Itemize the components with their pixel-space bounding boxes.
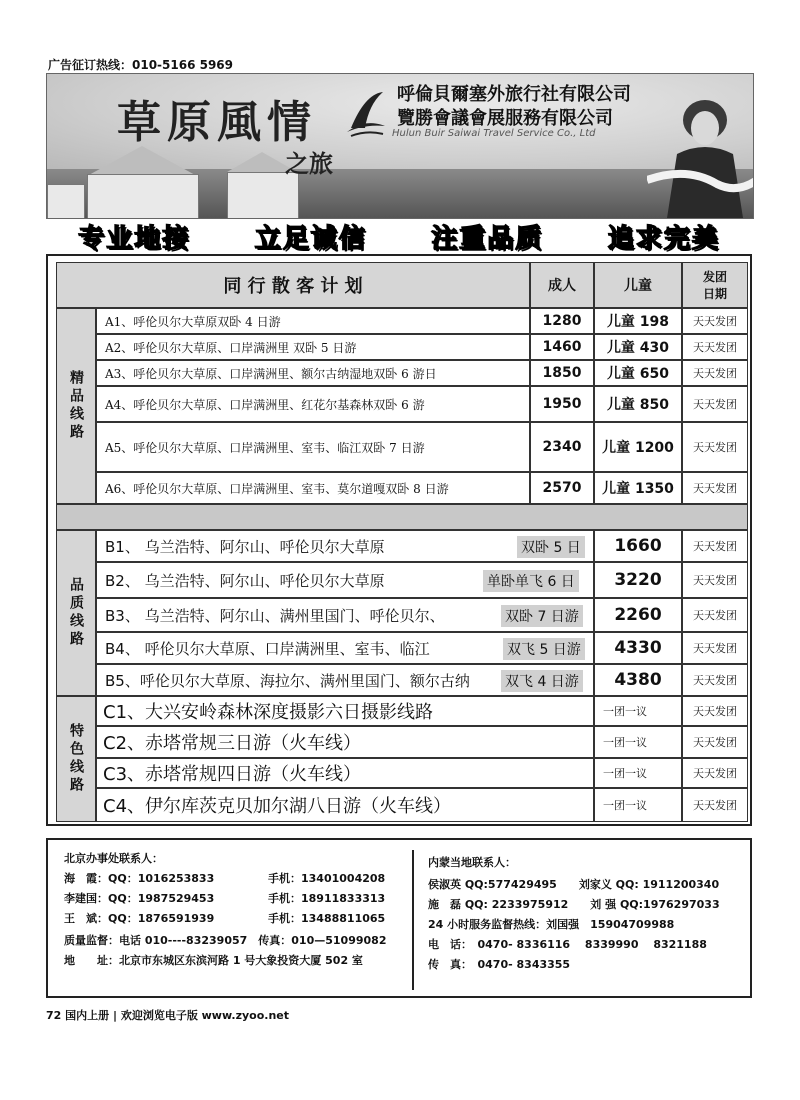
table-title: 同 行 散 客 计 划 bbox=[56, 262, 530, 308]
tour-price: 1660 bbox=[594, 530, 682, 562]
route-name bbox=[96, 598, 594, 632]
ad-hotline: 广告征订热线：010-5166 5969 bbox=[48, 58, 234, 72]
route-name: C1、大兴安岭森林深度摄影六日摄影线路 bbox=[96, 696, 594, 726]
child-price: 儿童 1350 bbox=[594, 472, 682, 504]
beijing-contact-line: 海 霞：QQ：1016253833 bbox=[64, 872, 215, 885]
route-text: B4、 呼伦贝尔大草原、口岸满洲里、室韦、临江 bbox=[105, 639, 430, 658]
adult-price: 2570 bbox=[530, 472, 594, 504]
yurt-roof-icon bbox=[87, 146, 197, 176]
local-phone: 电 话： 0470- 8336116 8339990 8321188 bbox=[428, 938, 707, 951]
route-name: A2、呼伦贝尔大草原、口岸满洲里 双卧 5 日游 bbox=[96, 334, 530, 360]
category-featured: 特色线路 bbox=[56, 696, 96, 822]
child-price: 儿童 430 bbox=[594, 334, 682, 360]
banner-tour: 之旅 bbox=[285, 149, 333, 178]
tour-price: 4380 bbox=[594, 664, 682, 696]
local-contact-line: 施 磊 QQ: 2233975912 刘 强 QQ:1976297033 bbox=[428, 898, 720, 911]
child-price: 儿童 850 bbox=[594, 386, 682, 422]
adult-price: 1460 bbox=[530, 334, 594, 360]
mongolian-woman-photo-icon bbox=[647, 84, 754, 218]
adult-price: 1850 bbox=[530, 360, 594, 386]
adult-header: 成人 bbox=[530, 262, 594, 308]
depart-schedule: 天天发团 bbox=[682, 422, 748, 472]
depart-schedule: 天天发团 bbox=[682, 696, 748, 726]
route-name: A1、呼伦贝尔大草原双卧 4 日游 bbox=[96, 308, 530, 334]
route-text: B1、 乌兰浩特、阿尔山、呼伦贝尔大草原 bbox=[105, 537, 385, 556]
route-text: B2、 乌兰浩特、阿尔山、呼伦贝尔大草原 bbox=[105, 571, 385, 590]
yurt-icon bbox=[47, 184, 85, 219]
route-text: B5、呼伦贝尔大草原、海拉尔、满州里国门、额尔古纳 bbox=[105, 671, 470, 690]
duration-tag: 双卧 5 日 bbox=[517, 536, 585, 558]
category-premium: 精品线路 bbox=[56, 308, 96, 504]
depart-schedule: 天天发团 bbox=[682, 472, 748, 504]
company-name-1: 呼倫貝爾塞外旅行社有限公司 bbox=[397, 84, 631, 105]
contacts-divider bbox=[412, 850, 414, 990]
tour-price: 3220 bbox=[594, 562, 682, 598]
adult-price: 1950 bbox=[530, 386, 594, 422]
beijing-contact-line: 李建国：QQ：1987529453 bbox=[64, 892, 215, 905]
depart-schedule: 天天发团 bbox=[682, 386, 748, 422]
depart-header-line1: 发团 bbox=[702, 270, 727, 284]
duration-tag: 双卧 7 日游 bbox=[501, 605, 583, 627]
page-footer: 72 国内上册 | 欢迎浏览电子版 www.zyoo.net bbox=[46, 1009, 290, 1022]
route-name: A4、呼伦贝尔大草原、口岸满洲里、红花尔基森林双卧 6 游 bbox=[96, 386, 530, 422]
beijing-mobile: 手机：13401004208 bbox=[268, 872, 386, 885]
address-line: 地 址：北京市东城区东滨河路 1 号大象投资大厦 502 室 bbox=[64, 954, 363, 967]
duration-tag: 双飞 5 日游 bbox=[503, 638, 585, 660]
depart-schedule: 天天发团 bbox=[682, 788, 748, 822]
depart-schedule: 天天发团 bbox=[682, 334, 748, 360]
banner-image bbox=[46, 73, 754, 219]
banner-title: 草原風情 bbox=[117, 97, 317, 148]
tour-price: 4330 bbox=[594, 632, 682, 664]
tour-price: 一团一议 bbox=[594, 758, 682, 788]
quality-supervision-line: 质量监督：电话 010----83239057 传真：010—51099082 bbox=[64, 934, 387, 947]
route-name bbox=[96, 562, 594, 598]
company-name-en: Hulun Buir Saiwai Travel Service Co., Ltd bbox=[392, 128, 596, 139]
route-name: A5、呼伦贝尔大草原、口岸满洲里、室韦、临江双卧 7 日游 bbox=[96, 422, 530, 472]
route-name: A6、呼伦贝尔大草原、口岸满洲里、室韦、莫尔道嘎双卧 8 日游 bbox=[96, 472, 530, 504]
tour-price: 一团一议 bbox=[594, 726, 682, 758]
beijing-mobile: 手机：13488811065 bbox=[268, 912, 386, 925]
slogan-bar bbox=[46, 218, 752, 254]
depart-schedule: 天天发团 bbox=[682, 530, 748, 562]
yurt-icon bbox=[227, 172, 299, 219]
duration-tag: 单卧单飞 6 日 bbox=[483, 570, 579, 592]
beijing-contact-line: 王 斌：QQ：1876591939 bbox=[64, 912, 215, 925]
adult-price: 1280 bbox=[530, 308, 594, 334]
slogan-2: 立足诚信 bbox=[254, 223, 367, 254]
category-quality: 品质线路 bbox=[56, 530, 96, 696]
depart-schedule: 天天发团 bbox=[682, 562, 748, 598]
yurt-icon bbox=[87, 174, 199, 219]
child-price: 儿童 198 bbox=[594, 308, 682, 334]
route-name bbox=[96, 530, 594, 562]
child-price: 儿童 650 bbox=[594, 360, 682, 386]
duration-tag: 双飞 4 日游 bbox=[501, 670, 583, 692]
tour-price: 2260 bbox=[594, 598, 682, 632]
child-header: 儿童 bbox=[594, 262, 682, 308]
tour-plan-table bbox=[46, 254, 752, 826]
route-name: C2、赤塔常规三日游（火车线） bbox=[96, 726, 594, 758]
depart-schedule: 天天发团 bbox=[682, 632, 748, 664]
depart-schedule: 天天发团 bbox=[682, 360, 748, 386]
beijing-mobile: 手机：18911833313 bbox=[268, 892, 386, 905]
depart-schedule: 天天发团 bbox=[682, 758, 748, 788]
slogan-3: 注重品质 bbox=[431, 223, 544, 254]
slogan-1: 专业地接 bbox=[78, 223, 191, 254]
adult-price: 2340 bbox=[530, 422, 594, 472]
route-name: A3、呼伦贝尔大草原、口岸满洲里、额尔古纳湿地双卧 6 游日 bbox=[96, 360, 530, 386]
beijing-contacts-title: 北京办事处联系人： bbox=[64, 852, 163, 865]
child-price: 儿童 1200 bbox=[594, 422, 682, 472]
depart-schedule: 天天发团 bbox=[682, 308, 748, 334]
section-separator bbox=[56, 504, 748, 530]
tour-price: 一团一议 bbox=[594, 788, 682, 822]
service-hotline: 24 小时服务监督热线：刘国强 15904709988 bbox=[428, 918, 675, 931]
local-contacts-title: 内蒙当地联系人： bbox=[428, 856, 516, 869]
contacts-box bbox=[46, 838, 752, 998]
company-logo-icon bbox=[343, 88, 387, 138]
slogan-4: 追求完美 bbox=[607, 223, 720, 254]
route-name: C3、赤塔常规四日游（火车线） bbox=[96, 758, 594, 788]
local-contact-line: 侯淑英 QQ:577429495 刘家义 QQ: 1911200340 bbox=[428, 878, 720, 891]
local-fax: 传 真： 0470- 8343355 bbox=[428, 958, 571, 971]
depart-header bbox=[682, 262, 748, 308]
depart-schedule: 天天发团 bbox=[682, 664, 748, 696]
route-name bbox=[96, 632, 594, 664]
route-name: C4、伊尔库茨克贝加尔湖八日游（火车线） bbox=[96, 788, 594, 822]
route-text: B3、 乌兰浩特、阿尔山、满州里国门、呼伦贝尔、 bbox=[105, 606, 445, 625]
depart-header-line2: 日期 bbox=[702, 287, 727, 301]
depart-schedule: 天天发团 bbox=[682, 598, 748, 632]
company-name-2: 覽勝會議會展服務有限公司 bbox=[397, 108, 613, 129]
depart-schedule: 天天发团 bbox=[682, 726, 748, 758]
route-name bbox=[96, 664, 594, 696]
tour-price: 一团一议 bbox=[594, 696, 682, 726]
